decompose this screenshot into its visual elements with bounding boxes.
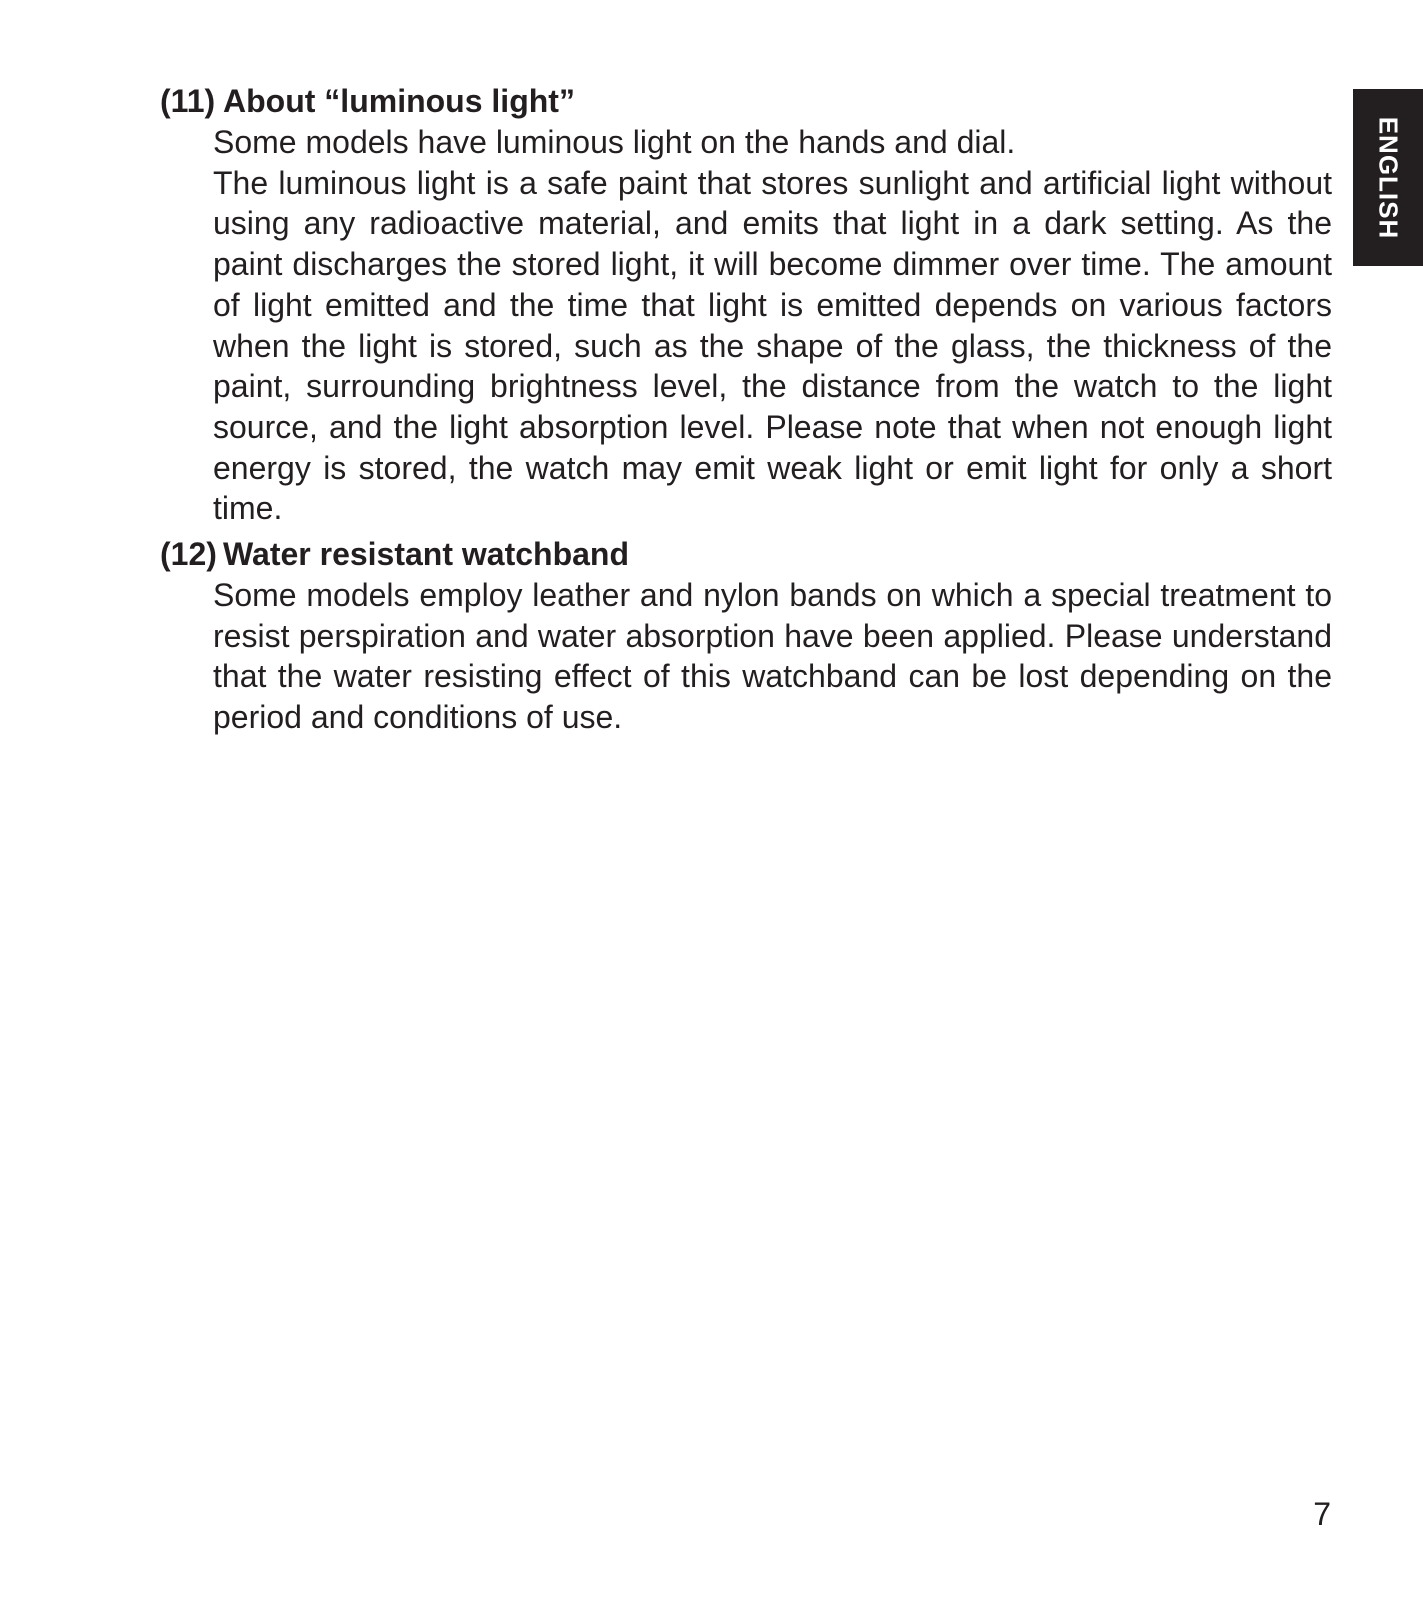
section-title: Water resistant watchband [223,536,630,573]
section-water-resistant-watchband [160,533,1332,738]
section-title: About “luminous light” [223,83,575,119]
section-number: (12) [160,536,217,573]
page-content [160,80,1332,738]
section-heading [160,80,1332,122]
language-tab-label: ENGLISH [1373,116,1404,239]
section-paragraph: The luminous light is a safe paint that stores sunlight and artificial light without using any radioactive material, and emits that light in a dark setting. As the paint discharges the stored light, it will become dimmer over time. The amount of light emitted and the time that light is emitted depends on various factors when the light is stored, such as the shape of the glass, the thickness of the paint, surrounding brightness level, the distance from the watch to the light source, and the light absorption level. Please note that when not enough light energy is stored, the watch may emit weak light or emit light for only a short time. [213,164,1332,527]
section-paragraph: Some models employ leather and nylon bands on which a special treatment to resist perspiration and water absorption have been applied. Please understand that the water resisting effect of this watchband can be lost depending on the period and conditions of use. [213,577,1332,736]
section-number: (11) [160,83,216,119]
language-tab [1353,89,1423,266]
section-heading [160,533,1332,575]
section-luminous-light [160,80,1332,529]
section-paragraph: Some models have luminous light on the hands and dial. [213,124,1016,160]
page-number: 7 [1313,1496,1331,1532]
